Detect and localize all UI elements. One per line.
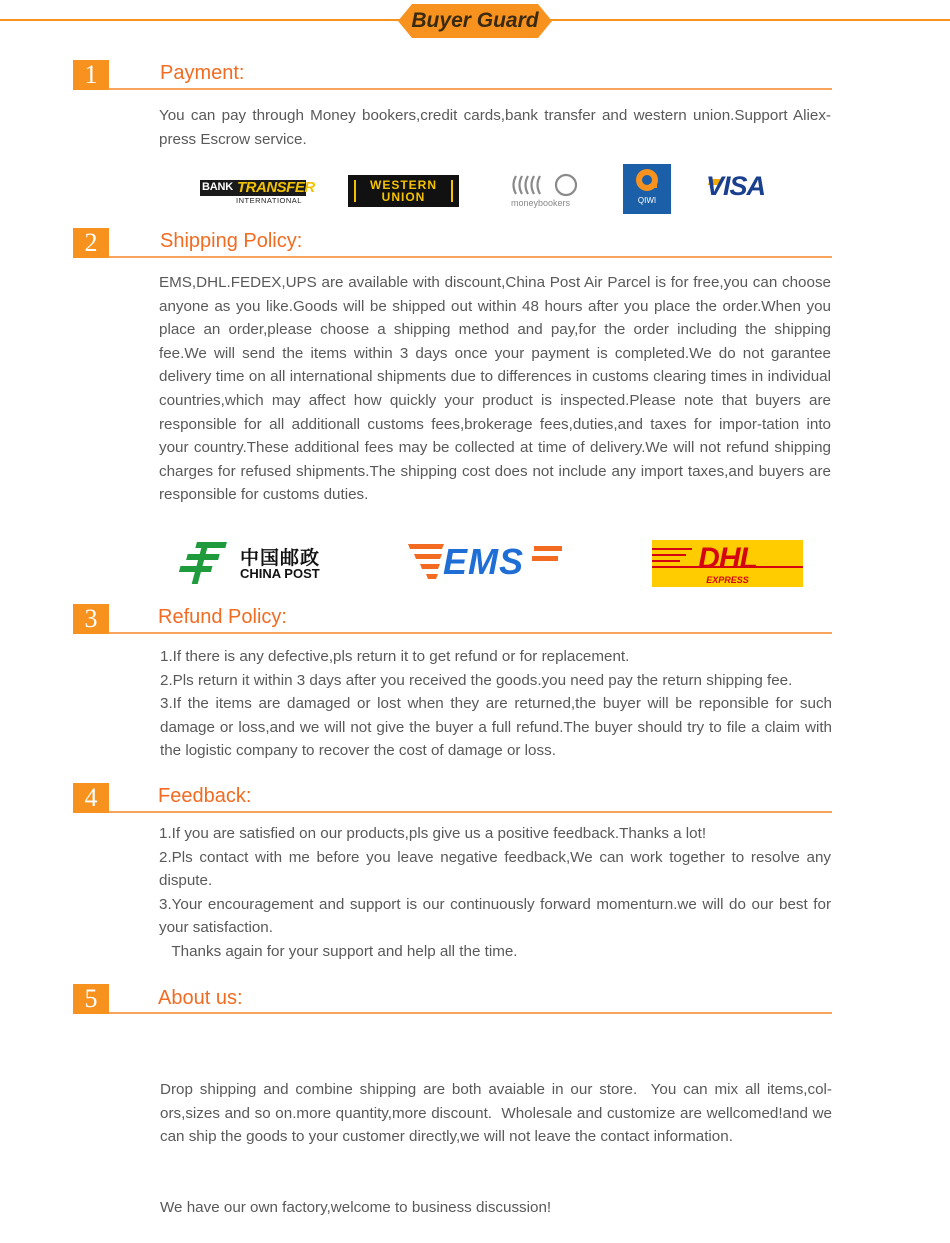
wu-line1: WESTERN: [370, 178, 437, 192]
moneybookers-waves-icon: [508, 172, 582, 198]
refund-item: 3.If the items are damaged or lost when they are returned,the buyer will be reponsible for such damage or loss,and we will not give the buyer a full refund.The buyer should try to file a claim with the logistic company to recover the cost of damage or loss.: [160, 695, 832, 760]
moneybookers-word: moneybookers: [511, 198, 571, 208]
about-text: [160, 1031, 837, 1243]
section-title-shipping: Shipping Policy:: [160, 230, 303, 252]
section-rule: [109, 256, 832, 258]
western-union-logo: [348, 175, 459, 207]
dhl-logo: [652, 540, 803, 587]
about-paragraph: Drop shipping and combine shipping are both avaiable in our store. You can mix all items,col-ors,sizes and so on.more quantity,more discount. Wholesale and customize are wellcomed!and we can ship the goods to your customer directly,we will not leave the contact information.: [160, 1081, 837, 1146]
china-post-emblem-icon: [184, 538, 236, 588]
buyer-guard-badge: [398, 4, 552, 38]
payment-paragraph: You can pay through Money bookers,credit cards,bank transfer and western union.Support Aliex-press Escrow service.: [159, 107, 831, 148]
section-number-payment: 1: [73, 60, 109, 90]
qiwi-logo: [623, 164, 671, 214]
visa-logo: [706, 170, 780, 204]
ems-word: EMS: [443, 541, 525, 582]
feedback-item: 3.Your encouragement and support is our continuously forward momenturn.we will do our best for your satisfaction.: [159, 895, 831, 937]
feedback-item: 1.If you are satisfied on our products,pls give us a positive feedback.Thanks a lot!: [159, 825, 707, 842]
shipping-text: [159, 271, 831, 507]
payment-text: [159, 104, 831, 151]
wu-line2: UNION: [381, 190, 426, 204]
shipping-paragraph: EMS,DHL.FEDEX,UPS are available with discount,China Post Air Parcel is for free,you can choose anyone as you like.Goods will be shipped out within 48 hours after you place the order.When you place an order,please choose a shipping method and pay,for the order including the shipping fee.We will send the items within 3 days once your payment is completed.We do not garantee delivery time on all international shipments due to differences in customs clearing times in individual countries,which may affect how quickly your product is inspected.Please note that buyers are responsible for all additionall customs fees,brokerage fees,duties,and taxes for impor-tation into your country.These additional fees may be collected at time of delivery.We will not refund shipping charges for refused shipments.The shipping cost does not include any import taxes,and buyers are responsible for customs duties.: [159, 274, 831, 504]
qiwi-word: QIWI: [637, 196, 657, 205]
international-word: INTERNATIONAL: [236, 196, 302, 205]
section-rule: [109, 632, 832, 634]
section-title-about: About us:: [158, 987, 243, 1009]
china-post-en: CHINA POST: [240, 566, 320, 581]
dhl-express-word: EXPRESS: [706, 575, 749, 585]
feedback-item: 2.Pls contact with me before you leave negative feedback,We can work together to resolve any dispute.: [159, 848, 831, 890]
section-number-feedback: 4: [73, 783, 109, 813]
section-number-about: 5: [73, 984, 109, 1014]
qiwi-circle-icon: [623, 164, 671, 196]
refund-text: [160, 645, 832, 763]
visa-word: VISA: [706, 171, 766, 201]
section-number-refund: 3: [73, 604, 109, 634]
section-rule: [109, 88, 832, 90]
section-rule: [109, 1012, 832, 1014]
transfer-word: TRANSFER: [237, 179, 315, 196]
feedback-item: Thanks again for your support and help all the time.: [159, 942, 518, 960]
china-post-logo: [184, 538, 329, 588]
section-title-payment: Payment:: [160, 62, 245, 84]
bank-word: BANK: [202, 181, 233, 193]
feedback-text: [159, 822, 831, 964]
section-title-refund: Refund Policy:: [158, 606, 287, 628]
refund-item: 1.If there is any defective,pls return it to get refund or for replacement.: [160, 648, 630, 665]
moneybookers-logo: [508, 172, 582, 210]
bank-transfer-logo: [200, 179, 315, 205]
refund-item: 2.Pls return it within 3 days after you received the goods.you need pay the return shipping fee.: [160, 671, 793, 689]
section-number-shipping: 2: [73, 228, 109, 258]
about-paragraph: We have our own factory,welcome to business discussion!: [160, 1199, 552, 1217]
dhl-word: DHL: [698, 542, 757, 575]
china-post-cn: 中国邮政: [240, 547, 321, 569]
section-title-feedback: Feedback:: [158, 785, 252, 807]
section-rule: [109, 811, 832, 813]
ems-logo: [408, 542, 564, 582]
badge-title: Buyer Guard: [411, 9, 539, 32]
